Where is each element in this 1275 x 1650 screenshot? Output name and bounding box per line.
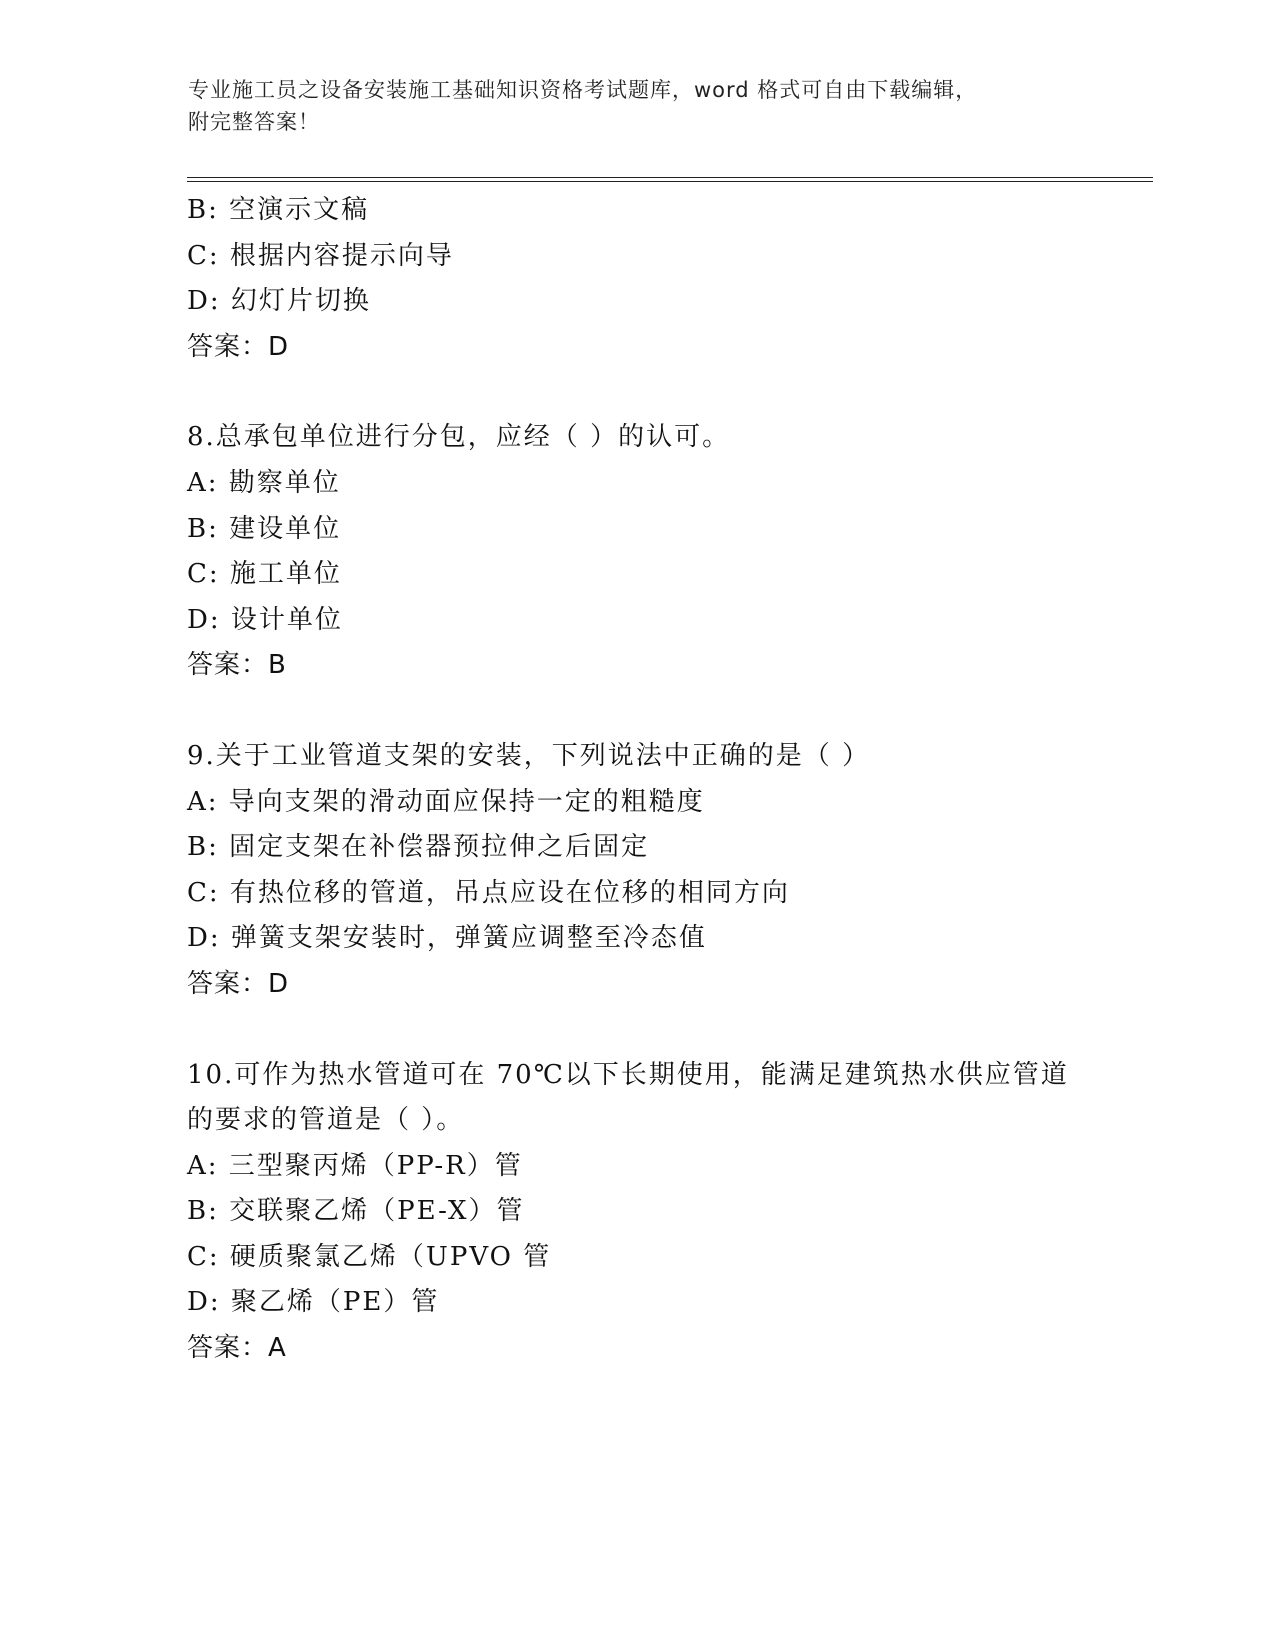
question-block-9 <box>187 734 1153 1008</box>
question-block-8 <box>187 415 1153 689</box>
option-b: B: 建设单位 <box>187 513 342 544</box>
option-a: A: 导向支架的滑动面应保持一定的粗糙度 <box>187 786 705 817</box>
question-list <box>187 188 1153 1417</box>
option-d: D: 聚乙烯（PE）管 <box>187 1287 440 1318</box>
option-b: B: 固定支架在补偿器预拉伸之后固定 <box>187 832 650 863</box>
answer-line: 答案：D <box>187 331 290 362</box>
option-d: D: 设计单位 <box>187 604 343 635</box>
header-line-1: 专业施工员之设备安装施工基础知识资格考试题库，word 格式可自由下载编辑， <box>188 78 978 102</box>
question-stem: 8.总承包单位进行分包，应经（ ）的认可。 <box>187 422 731 453</box>
option-d: D: 幻灯片切换 <box>187 286 371 317</box>
option-d: D: 弹簧支架安装时，弹簧应调整至冷态值 <box>187 923 707 954</box>
question-stem: 9.关于工业管道支架的安装，下列说法中正确的是（ ） <box>187 740 871 771</box>
header-divider-top <box>187 177 1153 178</box>
option-c: C: 施工单位 <box>187 559 342 590</box>
option-c: C: 根据内容提示向导 <box>187 240 454 271</box>
option-b: B: 交联聚乙烯（PE-X）管 <box>187 1196 525 1227</box>
option-a: A: 三型聚丙烯（PP-R）管 <box>187 1150 523 1181</box>
document-header <box>188 74 1088 138</box>
header-divider-bottom <box>187 181 1153 182</box>
answer-line: 答案：A <box>187 1333 287 1364</box>
option-c: C: 有热位移的管道，吊点应设在位移的相同方向 <box>187 877 790 908</box>
question-stem-continued: 的要求的管道是（ ）。 <box>187 1105 465 1136</box>
option-b: B: 空演示文稿 <box>187 195 370 225</box>
answer-line: 答案：B <box>187 650 287 681</box>
question-block-10 <box>187 1053 1153 1372</box>
question-stem: 10.可作为热水管道可在 70℃以下长期使用，能满足建筑热水供应管道 <box>187 1059 1069 1090</box>
header-line-2: 附完整答案！ <box>188 110 320 134</box>
answer-line: 答案：D <box>187 968 290 999</box>
question-block-7 <box>187 188 1153 370</box>
option-c: C: 硬质聚氯乙烯（UPVO 管 <box>187 1241 552 1272</box>
option-a: A: 勘察单位 <box>187 467 341 498</box>
